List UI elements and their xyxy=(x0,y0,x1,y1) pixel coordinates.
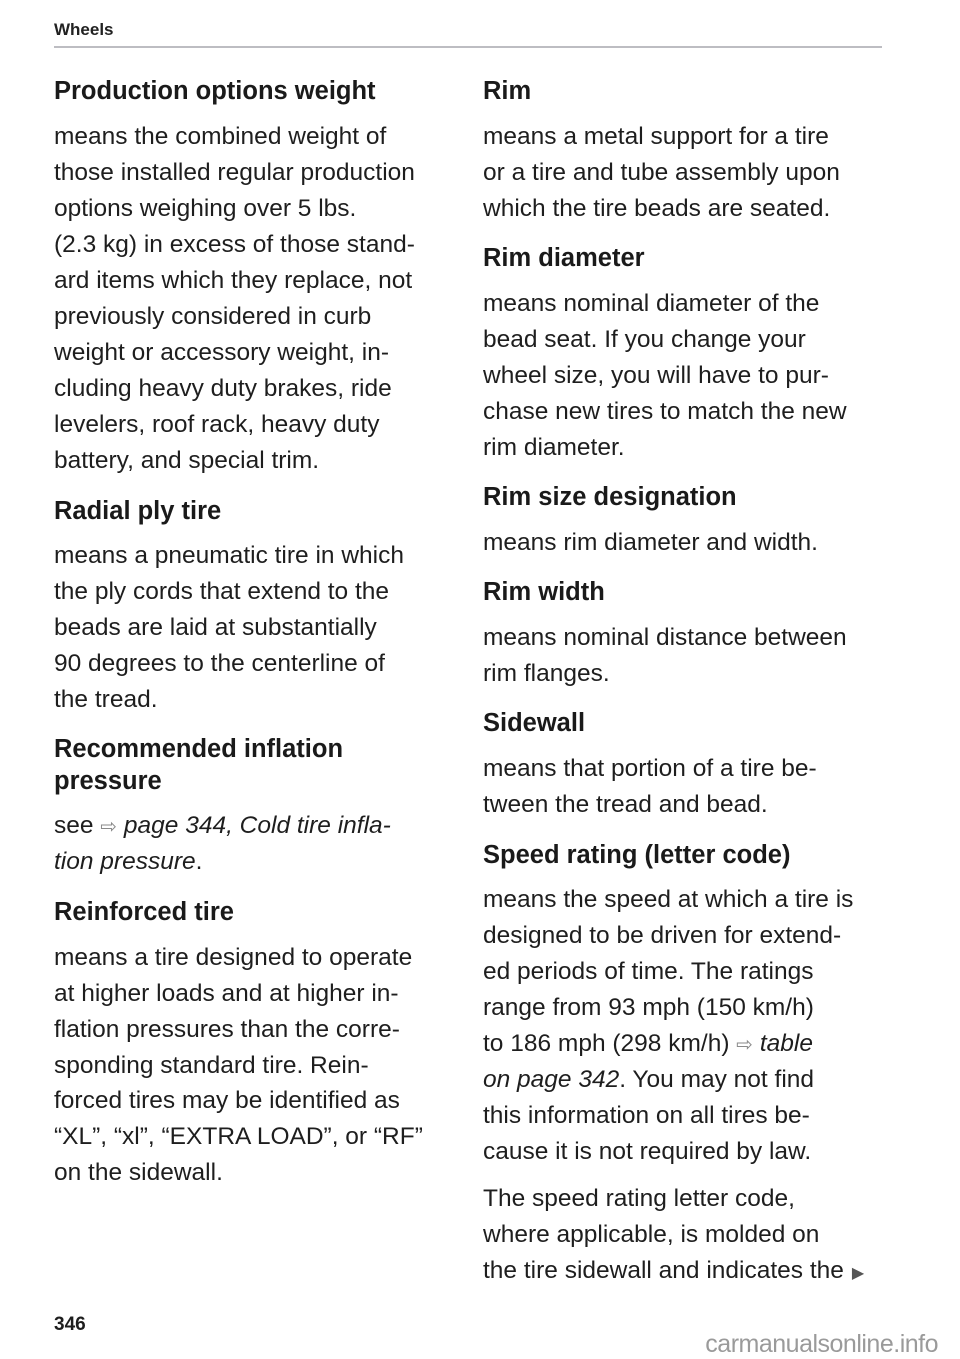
body-text-line: tween the tread and bead. xyxy=(483,791,768,818)
body-text-line: means the speed at which a tire is xyxy=(483,886,854,913)
section-heading: Rim width xyxy=(483,578,605,606)
body-text-line: where applicable, is molded on xyxy=(483,1221,820,1248)
body-text-line: beads are laid at substantially xyxy=(54,614,377,641)
body-text-line: sponding standard tire. Rein- xyxy=(54,1052,369,1079)
body-text-line: ed periods of time. The ratings xyxy=(483,958,814,985)
body-text-line: or a tire and tube assembly upon xyxy=(483,159,840,186)
section-heading: Rim xyxy=(483,77,532,105)
body-text-line: rim diameter. xyxy=(483,434,625,461)
body-text-line: means a metal support for a tire xyxy=(483,123,829,150)
body-text-line: flation pressures than the corre- xyxy=(54,1016,400,1043)
section-heading: Speed rating (letter code) xyxy=(483,841,791,869)
section-heading: pressure xyxy=(54,767,162,795)
body-text-line: wheel size, you will have to pur- xyxy=(483,362,829,389)
body-text-line xyxy=(54,844,202,880)
body-text-line: designed to be driven for extend- xyxy=(483,922,842,949)
cross-reference-arrow-icon: ⇨ xyxy=(736,1034,754,1056)
page-number: 346 xyxy=(54,1314,86,1335)
body-text-line: means nominal distance between xyxy=(483,624,847,651)
section-heading: Radial ply tire xyxy=(54,497,222,525)
section-heading: Recommended inflation xyxy=(54,735,344,763)
body-text-line: means a tire designed to operate xyxy=(54,944,413,971)
section-heading: Production options weight xyxy=(54,77,376,105)
body-text-line: levelers, roof rack, heavy duty xyxy=(54,411,380,438)
header-divider xyxy=(54,46,882,48)
running-header: Wheels xyxy=(54,20,114,39)
body-text-line: which the tire beads are seated. xyxy=(483,195,831,222)
body-text-line: the tread. xyxy=(54,686,158,713)
body-text-line xyxy=(483,1062,814,1098)
body-text-line: cause it is not required by law. xyxy=(483,1138,812,1165)
text-segment: . You may not find xyxy=(619,1066,815,1093)
body-text-line: battery, and special trim. xyxy=(54,447,320,474)
text-segment: to 186 mph (298 km/h) xyxy=(483,1030,737,1057)
body-text-line: The speed rating letter code, xyxy=(483,1185,795,1212)
text-segment: see xyxy=(54,812,101,839)
continued-arrow-icon: ▶ xyxy=(851,1265,865,1282)
body-text-line: “XL”, “xl”, “EXTRA LOAD”, or “RF” xyxy=(54,1123,423,1150)
body-text-line: this information on all tires be- xyxy=(483,1102,810,1129)
cross-reference-link[interactable]: on page 342 xyxy=(483,1066,620,1093)
cross-reference-link[interactable]: tion pressure xyxy=(54,848,196,875)
body-text-line: previously considered in curb xyxy=(54,303,372,330)
body-text-line: at higher loads and at higher in- xyxy=(54,980,399,1007)
body-text-line: chase new tires to match the new xyxy=(483,398,847,425)
cross-reference-link[interactable]: table xyxy=(753,1030,813,1057)
body-text-line: means a pneumatic tire in which xyxy=(54,542,404,569)
body-text-line: forced tires may be identified as xyxy=(54,1087,400,1114)
cross-reference-arrow-icon: ⇨ xyxy=(100,816,118,838)
section-heading: Rim diameter xyxy=(483,244,645,272)
section-heading: Reinforced tire xyxy=(54,898,234,926)
body-text-line: bead seat. If you change your xyxy=(483,326,806,353)
watermark: carmanualsonline.info xyxy=(705,1330,938,1358)
section-heading: Rim size designation xyxy=(483,483,737,511)
body-text-line: means that portion of a tire be- xyxy=(483,755,817,782)
body-text-line: 90 degrees to the centerline of xyxy=(54,650,385,677)
body-text-line: weight or accessory weight, in- xyxy=(54,339,389,366)
text-segment: . xyxy=(195,848,203,875)
body-text-line: options weighing over 5 lbs. xyxy=(54,195,357,222)
body-text-line: range from 93 mph (150 km/h) xyxy=(483,994,814,1021)
cross-reference-link[interactable]: page 344, Cold tire infla- xyxy=(117,812,391,839)
body-text-line xyxy=(483,1026,813,1062)
body-text-line: those installed regular production xyxy=(54,159,415,186)
body-text-line xyxy=(483,1253,864,1289)
body-text-line: means nominal diameter of the xyxy=(483,290,820,317)
body-text-line: (2.3 kg) in excess of those stand- xyxy=(54,231,415,258)
body-text-line: ard items which they replace, not xyxy=(54,267,413,294)
body-text-line: rim flanges. xyxy=(483,660,610,687)
body-text-line: the ply cords that extend to the xyxy=(54,578,390,605)
text-segment: the tire sidewall and indicates the xyxy=(483,1257,844,1284)
body-text-line: on the sidewall. xyxy=(54,1159,223,1186)
body-text-line xyxy=(54,808,391,844)
section-heading: Sidewall xyxy=(483,709,586,737)
body-text-line: cluding heavy duty brakes, ride xyxy=(54,375,392,402)
body-text-line: means rim diameter and width. xyxy=(483,529,818,556)
body-text-line: means the combined weight of xyxy=(54,123,387,150)
